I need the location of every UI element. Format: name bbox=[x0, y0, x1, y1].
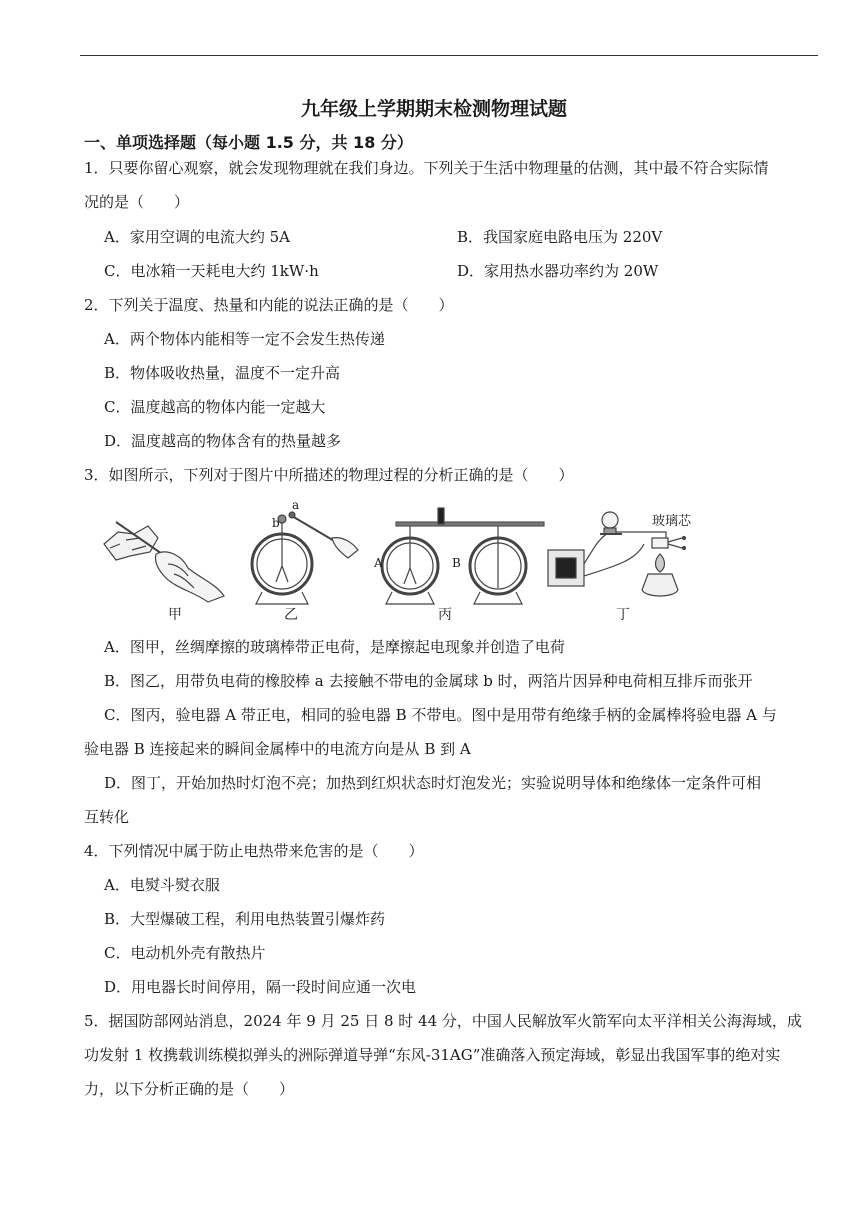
q3-option-c-line1: C．图丙，验电器 A 带正电，相同的验电器 B 不带电。图中是用带有绝缘手柄的金属棒将验电器 A 与 bbox=[104, 706, 777, 724]
q2-option-a: A．两个物体内能相等一定不会发生热传递 bbox=[104, 330, 385, 348]
q1-option-c: C．电冰箱一天耗电大约 1kW·h bbox=[104, 262, 319, 280]
figure-jia-drawing bbox=[104, 522, 224, 602]
q1-option-d: D．家用热水器功率约为 20W bbox=[457, 262, 659, 280]
figure-label-electroscope-b: B bbox=[452, 556, 461, 570]
q3-option-d-line1: D．图丁，开始加热时灯泡不亮；加热到红炽状态时灯泡发光；实验说明导体和绝缘体一定条件可相 bbox=[104, 774, 762, 792]
q2-option-d: D．温度越高的物体含有的热量越多 bbox=[104, 432, 342, 450]
figure-label-a: a bbox=[292, 498, 300, 512]
q1-stem-line1: 1．只要你留心观察，就会发现物理就在我们身边。下列关于生活中物理量的估测，其中最不符合实际情 bbox=[84, 159, 769, 177]
figure-label-glass-core: 玻璃芯 bbox=[652, 514, 692, 529]
figure-label-b: b bbox=[272, 516, 280, 530]
q4-option-b: B．大型爆破工程，利用电热装置引爆炸药 bbox=[104, 910, 386, 928]
figure-label-jia: 甲 bbox=[168, 607, 182, 623]
q3-option-d-line2: 互转化 bbox=[84, 808, 130, 826]
page-title: 九年级上学期期末检测物理试题 bbox=[300, 98, 567, 120]
q3-option-a: A．图甲，丝绸摩擦的玻璃棒带正电荷，是摩擦起电现象并创造了电荷 bbox=[104, 638, 565, 656]
q3-option-b: B．图乙，用带负电荷的橡胶棒 a 去接触不带电的金属球 b 时，两箔片因异种电荷相互排斥而张开 bbox=[104, 672, 753, 690]
q4-stem: 4．下列情况中属于防止电热带来危害的是（ ） bbox=[84, 842, 424, 860]
q2-stem: 2．下列关于温度、热量和内能的说法正确的是（ ） bbox=[84, 296, 454, 314]
figure-label-electroscope-a: A bbox=[374, 556, 383, 570]
q5-stem-line2: 功发射 1 枚携载训练模拟弹头的洲际弹道导弹“东风-31AG”准确落入预定海域，彰显出我国军事的绝对实 bbox=[84, 1046, 781, 1064]
figure-label-bing: 丙 bbox=[438, 607, 452, 623]
q5-stem-line1: 5．据国防部网站消息，2024 年 9 月 25 日 8 时 44 分，中国人民解放军火箭军向太平洋相关公海海域，成 bbox=[84, 1012, 802, 1030]
section-heading: 一、单项选择题（每小题 1.5 分，共 18 分） bbox=[84, 133, 413, 152]
q4-option-a: A．电熨斗熨衣服 bbox=[104, 876, 220, 894]
figure-label-yi: 乙 bbox=[284, 607, 298, 623]
figure-label-ding: 丁 bbox=[616, 607, 630, 623]
q3-figure-drawing bbox=[96, 504, 736, 624]
q3-figure bbox=[96, 498, 736, 624]
q4-option-c: C．电动机外壳有散热片 bbox=[104, 944, 266, 962]
figure-yi-drawing bbox=[252, 512, 358, 604]
q1-stem-line2: 况的是（ ） bbox=[84, 193, 190, 211]
q4-option-d: D．用电器长时间停用，隔一段时间应通一次电 bbox=[104, 978, 417, 996]
q1-option-a: A．家用空调的电流大约 5A bbox=[104, 228, 290, 246]
q3-option-c-line2: 验电器 B 连接起来的瞬间金属棒中的电流方向是从 B 到 A bbox=[84, 740, 471, 758]
figure-bing-drawing bbox=[382, 508, 544, 604]
q3-stem: 3．如图所示，下列对于图片中所描述的物理过程的分析正确的是（ ） bbox=[84, 466, 574, 484]
header-rule bbox=[80, 55, 818, 56]
q2-option-b: B．物体吸收热量，温度不一定升高 bbox=[104, 364, 341, 382]
q1-option-b: B．我国家庭电路电压为 220V bbox=[457, 228, 663, 246]
q2-option-c: C．温度越高的物体内能一定越大 bbox=[104, 398, 326, 416]
q5-stem-line3: 力，以下分析正确的是（ ） bbox=[84, 1080, 295, 1098]
